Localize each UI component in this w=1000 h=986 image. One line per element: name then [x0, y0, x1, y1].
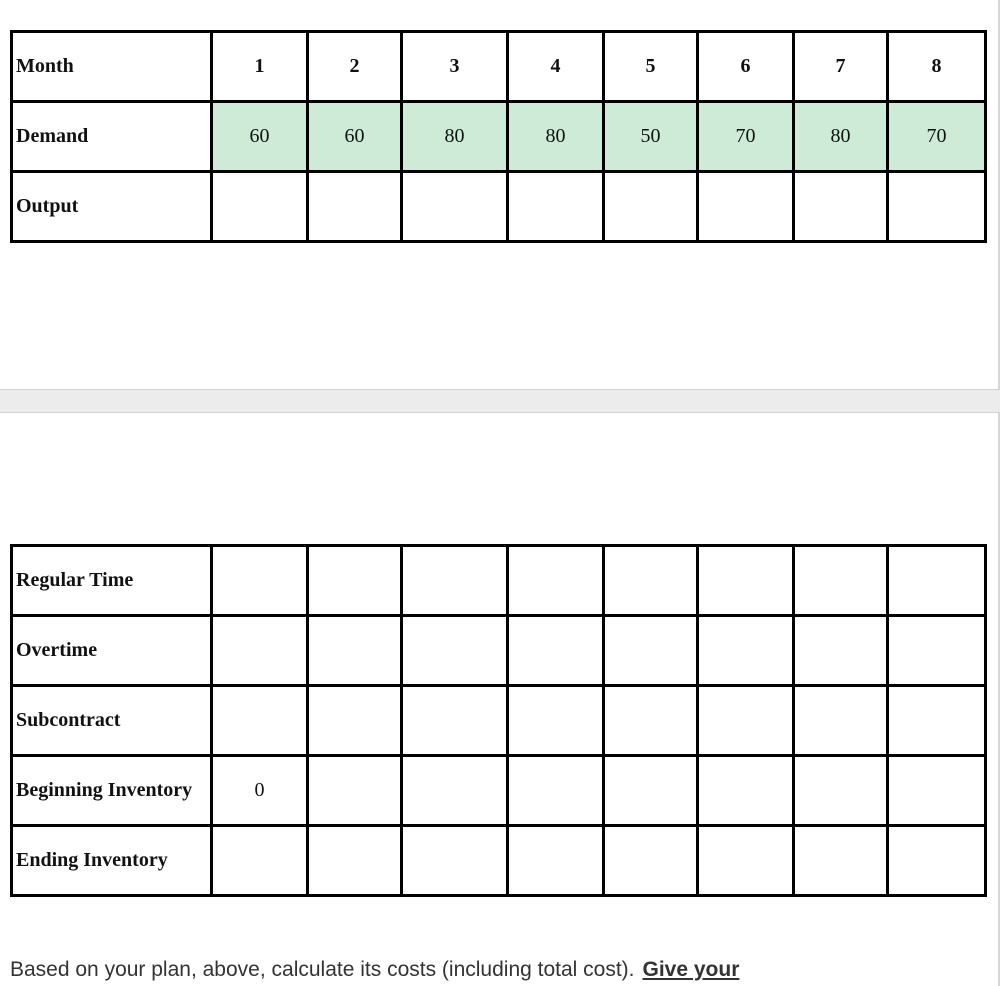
demand-cell: 80 [402, 102, 508, 172]
month-cell: 8 [888, 32, 986, 102]
plan-cell[interactable] [698, 616, 794, 686]
regular-time-label: Regular Time [12, 546, 212, 616]
output-cell[interactable] [698, 172, 794, 242]
beginning-inventory-row [12, 756, 986, 826]
month-label: Month [12, 32, 212, 102]
plan-cell[interactable] [508, 686, 604, 756]
plan-cell[interactable] [308, 686, 402, 756]
plan-cell[interactable] [888, 756, 986, 826]
month-cell: 4 [508, 32, 604, 102]
question-card-bottom [0, 413, 1000, 986]
ending-inventory-row [12, 826, 986, 896]
plan-cell[interactable] [794, 756, 888, 826]
overtime-label: Overtime [12, 616, 212, 686]
month-cell: 5 [604, 32, 698, 102]
regular-time-row [12, 546, 986, 616]
plan-cell[interactable] [212, 826, 308, 896]
plan-cell[interactable] [308, 616, 402, 686]
plan-cell[interactable] [402, 756, 508, 826]
demand-row [12, 102, 986, 172]
ending-inventory-label: Ending Inventory [12, 826, 212, 896]
overtime-row [12, 616, 986, 686]
plan-cell[interactable] [308, 546, 402, 616]
plan-cell[interactable] [212, 546, 308, 616]
plan-cell[interactable] [888, 616, 986, 686]
plan-cell[interactable] [604, 616, 698, 686]
output-cell[interactable] [888, 172, 986, 242]
plan-cell[interactable] [888, 826, 986, 896]
month-cell: 6 [698, 32, 794, 102]
demand-cell: 50 [604, 102, 698, 172]
demand-cell: 70 [888, 102, 986, 172]
demand-label: Demand [12, 102, 212, 172]
demand-cell: 80 [508, 102, 604, 172]
demand-cell: 60 [308, 102, 402, 172]
plan-cell[interactable] [402, 826, 508, 896]
plan-cell[interactable] [794, 546, 888, 616]
output-cell[interactable] [794, 172, 888, 242]
plan-cell[interactable] [698, 686, 794, 756]
output-cell[interactable] [604, 172, 698, 242]
month-cell: 3 [402, 32, 508, 102]
plan-cell[interactable] [794, 686, 888, 756]
output-label: Output [12, 172, 212, 242]
plan-cell[interactable] [212, 686, 308, 756]
plan-cell[interactable] [308, 756, 402, 826]
question-body: Based on your plan, above, calculate its costs (including total cost). [10, 958, 635, 981]
output-cell[interactable] [308, 172, 402, 242]
month-cell: 2 [308, 32, 402, 102]
plan-cell[interactable] [508, 756, 604, 826]
question-card-top [0, 0, 1000, 390]
plan-cell[interactable] [604, 826, 698, 896]
plan-cell[interactable] [794, 616, 888, 686]
beginning-inventory-label: Beginning Inventory [12, 756, 212, 826]
plan-cell[interactable] [402, 616, 508, 686]
month-row [12, 32, 986, 102]
plan-cell[interactable] [698, 756, 794, 826]
output-row [12, 172, 986, 242]
question-text [10, 958, 739, 982]
output-cell[interactable] [212, 172, 308, 242]
month-cell: 7 [794, 32, 888, 102]
output-cell[interactable] [508, 172, 604, 242]
plan-cell[interactable] [402, 546, 508, 616]
demand-cell: 60 [212, 102, 308, 172]
output-cell[interactable] [402, 172, 508, 242]
demand-cell: 70 [698, 102, 794, 172]
card-separator [0, 390, 1000, 413]
plan-table [10, 544, 987, 897]
plan-cell[interactable] [508, 546, 604, 616]
plan-cell[interactable] [794, 826, 888, 896]
subcontract-label: Subcontract [12, 686, 212, 756]
plan-cell[interactable] [604, 686, 698, 756]
plan-cell[interactable] [508, 616, 604, 686]
plan-cell[interactable] [698, 826, 794, 896]
plan-cell[interactable] [604, 756, 698, 826]
subcontract-row [12, 686, 986, 756]
question-emphasis: Give your [642, 958, 740, 981]
plan-cell[interactable] [308, 826, 402, 896]
plan-cell[interactable] [212, 616, 308, 686]
month-cell: 1 [212, 32, 308, 102]
demand-cell: 80 [794, 102, 888, 172]
plan-cell[interactable] [888, 546, 986, 616]
plan-cell[interactable] [698, 546, 794, 616]
demand-table [10, 30, 987, 243]
plan-cell[interactable] [604, 546, 698, 616]
plan-cell[interactable] [508, 826, 604, 896]
plan-cell[interactable] [402, 686, 508, 756]
plan-cell[interactable] [888, 686, 986, 756]
beginning-inventory-initial: 0 [212, 756, 308, 826]
